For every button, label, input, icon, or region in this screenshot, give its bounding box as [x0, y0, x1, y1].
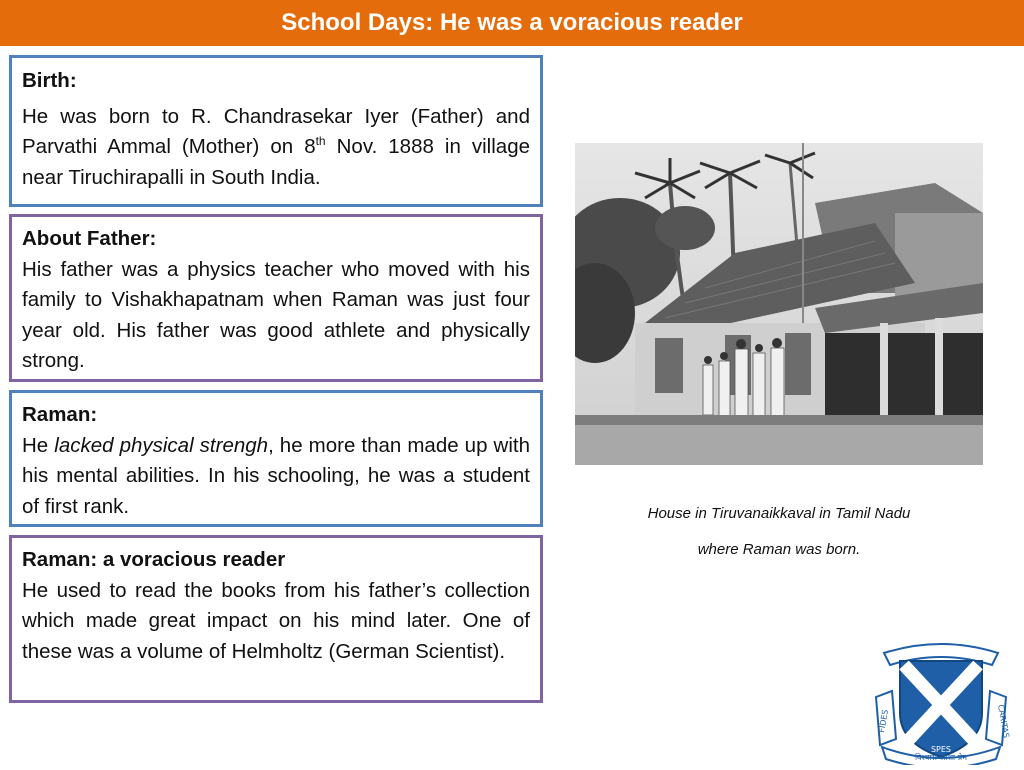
slide-title: School Days: He was a voracious reader [281, 9, 743, 36]
reader-text: He used to read the books from his father’s collection which made great impact on his mind later. One of these was a volume of Helmholtz (German Scientist). [22, 578, 530, 663]
crest-hindi-ribbon: विश्वास आशा प्रेम [915, 753, 967, 762]
school-crest-logo [862, 635, 1020, 765]
father-heading: About Father: [22, 227, 157, 250]
reader-heading: Raman: a voracious reader [22, 548, 286, 571]
crest-motto-center: SPES [930, 745, 952, 754]
father-section [9, 214, 543, 382]
raman-text-part2: , he more than made up with his mental abilities. In his schooling, he was a student of first rank. [22, 433, 530, 518]
raman-text-part1: He [22, 433, 55, 457]
crest-motto-left: FIDES [877, 708, 891, 734]
crest-motto-right: CARITAS [996, 703, 1011, 739]
photo-caption-line2: where Raman was born. [697, 541, 861, 558]
father-text: His father was a physics teacher who moved with his family to Vishakhapatnam when Raman was just four year old. His father was good athlete and physically strong. [22, 257, 530, 372]
raman-heading: Raman: [22, 403, 98, 426]
birth-text-part1: He was born to R. Chandrasekar Iyer (Father) and Parvathi Ammal (Mother) on 8 [22, 104, 530, 158]
photo-caption-line1: House in Tiruvanaikkaval in Tamil Nadu [647, 505, 911, 522]
house-photo [575, 143, 983, 465]
birth-heading: Birth: [22, 69, 77, 92]
raman-section [9, 390, 543, 527]
birth-section [9, 55, 543, 207]
slide-title-bar [0, 0, 1024, 46]
birth-text-sup: th [315, 134, 326, 149]
raman-text-emphasis: lacked physical strengh [54, 433, 269, 457]
raman-text [22, 431, 530, 523]
birth-text-part2: Nov. 1888 in village near Tiruchirapalli in South India. [22, 135, 530, 189]
reader-section [9, 535, 543, 703]
birth-text [22, 102, 530, 194]
